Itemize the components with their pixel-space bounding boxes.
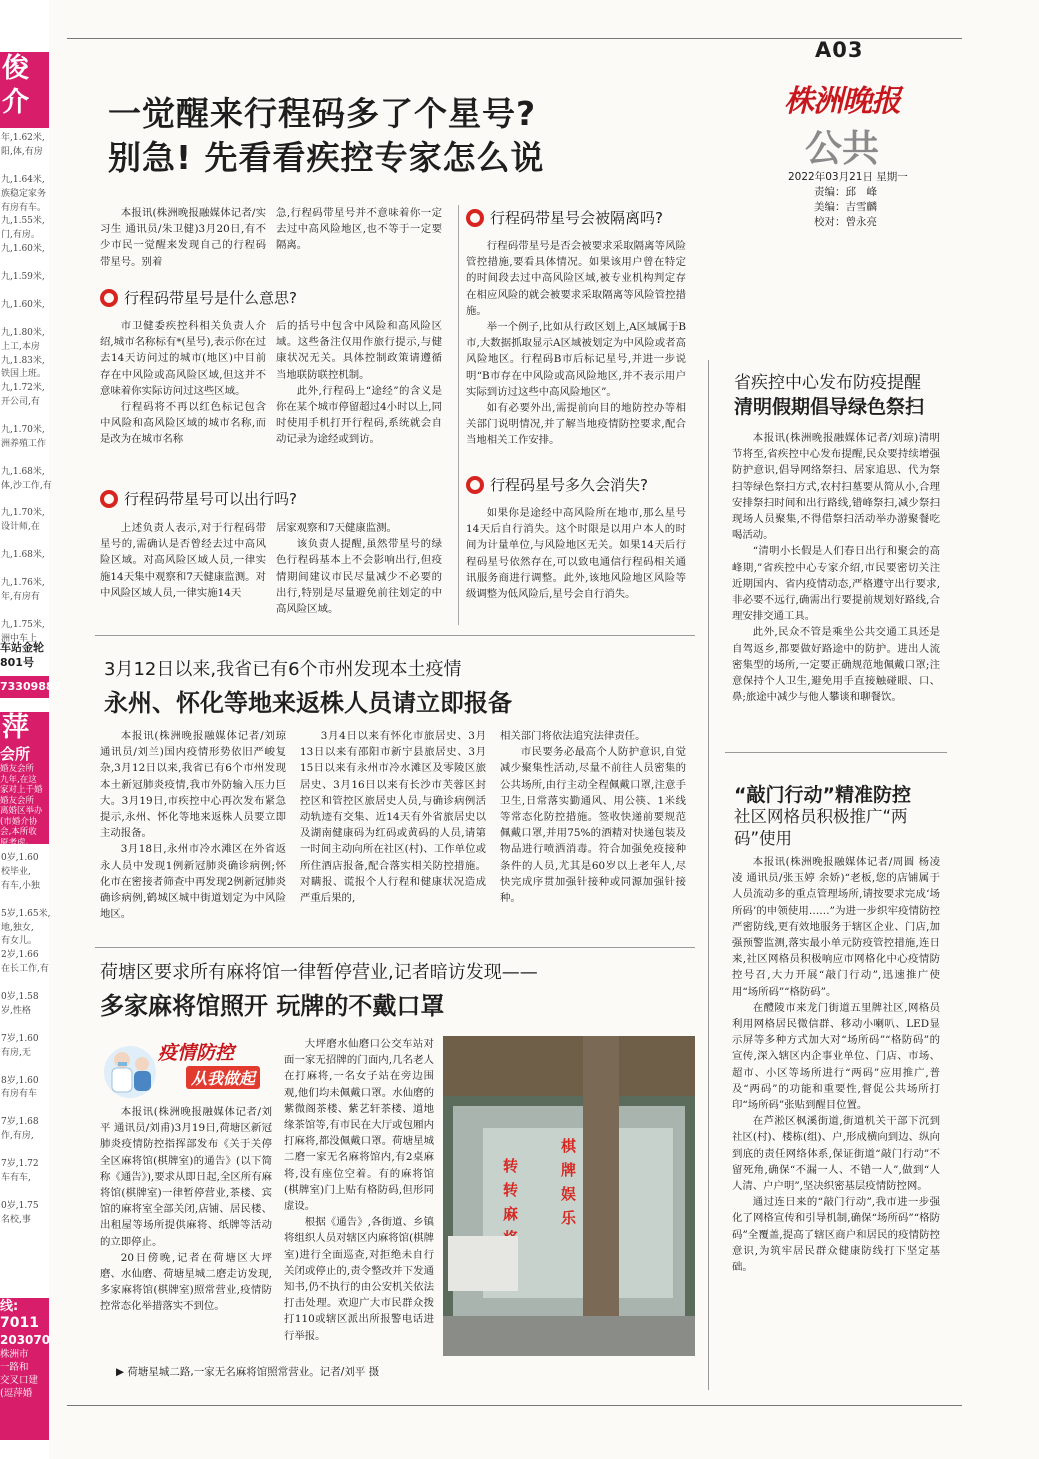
- ad2-intro-line: 原考虑。: [0, 837, 35, 848]
- ad1-phone: 73309882: [0, 676, 49, 698]
- ad1-listing-line: 阳,体,有房: [1, 146, 43, 157]
- bottom-rule: [67, 1405, 962, 1406]
- ad1-listing-line: 年,1.62米,: [1, 133, 45, 143]
- article2-headline: 永州、怀化等地来返株人员请立即报备: [104, 689, 512, 717]
- ad2-listing-line: [1, 1186, 51, 1200]
- ad2-listing-line: 2岁,1.66: [1, 950, 39, 961]
- q4-p1: 如果你是途经中高风险所在地市,那么星号14天后自行消失。这个时限是以用户本人的时间为计量单位,与风险地区无关。如果14天后行程码星号依然存在,可以致电通信行程码相关通讯服务商进行调整。此外,该地风险地区风险等级调整为低风险后,星号会自行消失。: [466, 507, 686, 601]
- article5-headline-2: 社区网格员积极推广“两码”使用: [734, 807, 908, 848]
- q3-p3: 如有必要外出,需提前向目的地防控办等相关部门说明情况,并了解当地疫情防控要求,配合当地相关工作安排。: [466, 402, 686, 447]
- ad2-listing-line: 7岁,1.72: [1, 1158, 39, 1169]
- ad1-listing-line: [1, 494, 52, 508]
- article2-col3-p1: 相关部门将依法追究法律责任。: [500, 730, 646, 742]
- ad1-listing-line: 九,1.68米,: [1, 466, 45, 477]
- ad1-listing-line: 九,1.64米,: [1, 174, 45, 185]
- ad1-listing-line: [1, 535, 52, 549]
- article2-col3-p2: 市民要务必最高个人防护意识,自觉减少聚集性活动,尽量不前往人员密集的公共场所,由行主动全程佩戴口罩,注意手卫生,日常落实勤通风、用公筷、1米线等常态化防控措施。签收快递前要规范佩戴口罩,并用75%的酒精对快递包装及物品进行喷洒消毒。符合加强免疫接种条件的人员,尤其是60岁以上老年人,尽快完成序贯加强针接种或同源加强针接种。: [500, 746, 686, 905]
- article3-col2: [284, 1036, 434, 1344]
- red-ring-icon: [466, 209, 484, 227]
- ad2-intro-line: 九年,在这: [0, 774, 37, 785]
- ad2-intro-line: 会,本所收: [0, 827, 37, 837]
- q2-col2-p1: 居家观察和7天健康监测。: [276, 522, 397, 534]
- ad1-listing-line: 九,1.60米,: [1, 244, 45, 255]
- ad2-listing-line: 0岁,1.60: [1, 853, 39, 863]
- q3-p2: 举一个例子,比如从行政区划上,A区域属于B市,大数据抓取显示A区域被划定为中风险或者高风险地区。行程码B市后标记星号,并进一步说明“B市存在中风险或高风险地区,并不表示用户实际到访过这些中高风险地区”。: [466, 321, 686, 398]
- article-divider: [725, 752, 947, 753]
- ad1-listing-line: 九,1.68米,: [1, 550, 45, 561]
- caption-arrow-icon: ▶: [116, 1366, 125, 1378]
- ad2-listing-line: 0岁,1.58: [1, 992, 39, 1003]
- column-divider: [458, 205, 459, 625]
- ad1-listing: [0, 132, 52, 647]
- lead-col1-text: 本报讯(株洲晚报融媒体记者/实习生 通讯员/朱卫健)3月20日,有不少市民一觉醒来发现自己的行程码带星号。别着: [100, 207, 266, 268]
- page-number: A03: [815, 38, 864, 62]
- ad1-listing-line: 洲中车上: [1, 633, 38, 644]
- red-ring-icon: [100, 490, 118, 508]
- ad2-listing-line: 有女儿。: [1, 936, 38, 947]
- ad2-listing-line: 有车,小独: [1, 880, 40, 891]
- ad2-listing-line: 作,有房,: [1, 1131, 34, 1142]
- issue-date: 2022年03月21日 星期一: [788, 171, 908, 183]
- ad1-listing-line: [1, 160, 52, 174]
- ad1-listing-line: [1, 285, 52, 299]
- ad1-listing-line: [1, 563, 52, 577]
- article-divider: [95, 635, 695, 636]
- ad1-listing-line: 族稳定家务: [1, 188, 47, 199]
- designer-credit: 美编：吉雪麟: [814, 201, 877, 213]
- article1-lead-col1: [100, 205, 266, 270]
- photo-caption: [116, 1364, 379, 1379]
- section-name: 公共: [805, 126, 879, 170]
- article4-headline: 清明假期倡导绿色祭扫: [734, 396, 925, 418]
- article2-col2-text: 3月4日以来有怀化市旅居史、3月13日以来有邵阳市新宁县旅居史、3月15日以来有永州市冷水滩区及零陵区旅居史、3月16日以来有长沙市芙蓉区封控区和管控区旅居史人员,与确诊病例活动轨迹有交集、近14天有外省旅居史以及湖南健康码为红码或黄码的人员,请第一时间主动向所在社区(村)、工作单位或所住酒店报备,配合落实相关防控措施。对瞒报、谎报个人行程和健康状况造成严重后果的,: [300, 730, 486, 905]
- ad1-listing-line: [1, 410, 52, 424]
- ad2-hotline-label: 线:: [0, 1299, 19, 1314]
- ad1-listing-line: 体,沙工作,有: [1, 480, 52, 491]
- article3-headline: 多家麻将馆照开 玩牌的不戴口罩: [100, 992, 445, 1020]
- photo-sign-1: 转 转 麻: [503, 1157, 519, 1223]
- ad1-listing-line: 九,1.60米,: [1, 299, 45, 310]
- article2-col1-p1: 本报讯(株洲晚报融媒体记者/刘琼 通讯员/刘兰)国内疫情形势依旧严峻复杂,3月12日以来,我省已有6个市州发现本土新冠肺炎疫情,我市外防输入压力巨大。3月19日,市疾控中心再次发布紧急提示,永州、怀化等地来返株人员要立即主动报备。: [100, 730, 286, 840]
- ad1-listing-line: 开公司,有: [1, 397, 40, 408]
- ad2-listing-line: 名校,事: [1, 1214, 31, 1225]
- caption-text: 荷塘星城二路,一家无名麻将馆照常营业。记者/刘平 摄: [127, 1366, 380, 1378]
- ad2-listing-line: 在长工作,有: [1, 964, 49, 975]
- article4-body: [732, 430, 940, 705]
- ad2-listing-line: 地,独女,: [1, 922, 34, 933]
- q3-body: [466, 238, 686, 449]
- article3-col1-p1: 本报讯(株洲晚报融媒体记者/刘平 通讯员/刘甫)3月19日,荷塘区新冠肺炎疫情防控指挥部发布《关于关停全区麻将馆(棋牌室)的通告》(以下简称《通告》),要求从即日起,全区所有麻将馆(棋牌室)一律暂停营业,茶楼、宾馆的麻将室全部关闭,店铺、居民楼、出租屋等场所提供麻将、纸牌等活动的立即停止。: [100, 1106, 272, 1248]
- ad1-listing-line: 九,1.72米,: [1, 383, 45, 394]
- ad1-listing-line: 九,1.55米,: [1, 216, 45, 227]
- ad2-listing-line: 8岁,1.60: [1, 1075, 39, 1086]
- ad2-listing-line: 有房有车: [1, 1089, 38, 1100]
- ad2-address-line: 一路和: [0, 1362, 29, 1373]
- ad2-intro-line: 家对上千婚: [0, 785, 43, 795]
- ad1-listing-line: 九,1.70米,: [1, 425, 45, 436]
- ad2-listing: [0, 852, 51, 1227]
- question-2-heading: [100, 488, 297, 509]
- q2-col1-text: 上述负责人表示,对于行程码带星号的,需确认是否曾经去过中高风险区域。对高风险区域人员,一律实施14天集中观察和7天健康监测。对中风险区域人员,一律实施14天: [100, 522, 266, 599]
- article1-lead-col2: [276, 205, 442, 254]
- ad2-intro-line: 婚友会所: [0, 795, 35, 806]
- article4-p1: 本报讯(株洲晚报融媒体记者/刘琼)清明节将至,省疾控中心发布提醒,民众要持续增强防护意识,倡导网络祭扫、居家追思、代为祭扫等绿色祭扫方式,农村扫墓要从简从小,合理安排祭扫时间和出行路线,错峰祭扫,减少祭扫现场人员聚集,不得借祭扫活动举办游聚餐吃喝活动。: [732, 432, 940, 542]
- article3-kicker: 荷塘区要求所有麻将馆一律暂停营业,记者暗访发现——: [100, 962, 538, 983]
- article5-headline-1: “敲门行动”精准防控: [734, 784, 911, 806]
- article1-headline-2: 别急! 先看看疾控专家怎么说: [108, 138, 545, 177]
- article5-body: [732, 854, 940, 1275]
- ad2-intro-line: (市婚介协: [0, 816, 38, 827]
- badge-line-1: 疫情防控: [158, 1042, 235, 1064]
- article2-col3: [500, 728, 686, 906]
- ad1-title-2: 介: [2, 87, 29, 118]
- q1-col1: [100, 318, 266, 448]
- q1-col2-p1: 后的括号中包含中风险和高风险区域。这些备注仅用作旅行提示,与健康状况无关。具体控制政策请遵循当地联防联控机制。: [276, 320, 442, 381]
- red-ring-icon: [466, 476, 484, 494]
- ad1-listing-line: 九,1.83米,: [1, 355, 45, 366]
- q1-col1-p2: 行程码将不再以红色标记包含中风险和高风险区域的城市名称,而是改为在城市名称: [100, 401, 266, 446]
- q4-body: [466, 505, 686, 602]
- ad2-listing-line: 有房,无: [1, 1047, 31, 1058]
- ad2-intro-line: 婚友会所: [0, 764, 35, 774]
- ad2-listing-line: [1, 1102, 51, 1116]
- ad2-footer: [0, 1298, 49, 1440]
- q1-col2: [276, 318, 442, 448]
- question-2-text: 行程码带星号可以出行吗?: [124, 490, 297, 508]
- ad1-listing-line: 上工,本房: [1, 341, 40, 352]
- ad1-listing-line: 年,有房有: [1, 591, 40, 602]
- q1-col2-p2: 此外,行程码上“途经”的含义是你在某个城市停留超过4小时以上,同时使用手机打开行程码,系统就会自动记录为途经或到访。: [276, 384, 442, 446]
- ad1-listing-line: 九,1.70米,: [1, 508, 45, 519]
- ad2-title-2: 会所: [0, 745, 31, 763]
- q2-col2-p2: 该负责人提醒,虽然带星号的绿色行程码基本上不会影响出行,但疫情期间建议市民尽量减少不必要的出行,特别是尽量避免前往划定的中高风险区域。: [276, 538, 442, 616]
- ad1-listing-line: 九,1.75米,: [1, 619, 45, 630]
- ad1-listing-line: 九,1.76米,: [1, 578, 45, 588]
- ad2-listing-line: 5岁,1.65米,: [1, 908, 51, 919]
- article4-p3: 此外,民众不管是乘坐公共交通工具还是自驾返乡,都要做好路途中的防护。进出人流密集型的场所,一定要正确规范地佩戴口罩;注意保持个人卫生,避免用手直接触碰眼、口、鼻;旅途中减少与他人攀谈和聊餐饮。: [732, 626, 940, 704]
- ad2-address-line: (逗萍婚: [0, 1388, 33, 1399]
- article3-col2-p2: 根据《通告》,各街道、乡镇将组织人员对辖区内麻将馆(棋牌室)进行全面巡查,对拒绝未自行关闭或停止的,责令整改并下发通知书,仍不执行的由公安机关依法打击处理。欢迎广大市民群众拨打110或辖区派出所报警电话进行举报。: [284, 1216, 434, 1342]
- q2-col1: [100, 520, 266, 601]
- paper-name-logo: 株洲晚报: [784, 84, 900, 119]
- ad1-header: [0, 52, 49, 128]
- ad2-listing-line: 校毕业,: [1, 866, 31, 877]
- masthead-info: [788, 170, 908, 230]
- lead-col2-text: 急,行程码带星号并不意味着你一定去过中高风险地区,也不等于一定要隔离。: [276, 207, 442, 252]
- photo-sign-2: 棋 牌 娱 乐: [561, 1137, 577, 1227]
- article3-col1: [100, 1104, 272, 1315]
- ad1-listing-line: 设计师,在: [1, 522, 40, 533]
- ad2-listing-line: [1, 1019, 51, 1033]
- mahjong-parlor-photo: [443, 1036, 695, 1356]
- question-3-heading: [466, 207, 663, 228]
- ad2-phone-2: 203070: [0, 1333, 51, 1347]
- ad1-listing-line: [1, 313, 52, 327]
- ad2-listing-line: [1, 977, 51, 991]
- article4-kicker: 省疾控中心发布防疫提醒: [734, 373, 921, 393]
- article5-p1: 本报讯(株洲晚报融媒体记者/周圆 杨凌凌 通讯员/张玉婷 余娇)“老板,您的店铺属于人员流动多的重点管理场所,请按要求完成‘场所码’的申领使用……”为进一步织牢疫情防控严密防线,更有效地服务于辖区企业、门店,加强预警监测,落实最小单元防疫管控措施,连日来,社区网格员积极响应市网格化中心疫情防控号召,大力开展“敲门行动”,迅速推广使用“场所码”“格防码”。: [732, 856, 940, 998]
- q3-p1: 行程码带星号是否会被要求采取隔离等风险管控措施,要看具体情况。如果该用户曾在特定的时间段去过中高风险区域,被专业机构判定存在相应风险的就会被要求采取隔离等风险管控措施。: [466, 240, 686, 317]
- ad2-intro-line: 离婚区举办: [0, 806, 43, 816]
- ad1-listing-line: 九,1.80米,: [1, 327, 45, 338]
- ad1-listing-line: [1, 605, 52, 619]
- ad2-listing-line: 7岁,1.68: [1, 1117, 39, 1128]
- article-divider: [95, 947, 695, 948]
- article5-p4: 通过连日来的“敲门行动”,我市进一步强化了网格宣传和引导机制,确保“场所码”“格防码”全覆盖,提高了辖区商户和居民的疫情防控意识,为筑牢居民群众健康防线打下坚定基础。: [732, 1196, 940, 1274]
- article1-headline-1: 一觉醒来行程码多了个星号?: [108, 94, 537, 133]
- ad1-listing-line: 有房有车。: [1, 202, 47, 213]
- q2-col2: [276, 520, 442, 617]
- article2-col2: [300, 728, 486, 906]
- badge-line-2: 从我做起: [186, 1066, 260, 1089]
- ad2-address-line: 交叉口建: [0, 1375, 39, 1386]
- article2-col1: [100, 728, 286, 922]
- ad2-phone-1: 7011: [0, 1315, 39, 1331]
- ad1-footer: [0, 640, 44, 670]
- article2-kicker: 3月12日以来,我省已有6个市州发现本土疫情: [104, 659, 462, 680]
- article3-col2-p1: 大坪磨水仙磨口公交车站对面一家无招牌的门面内,几名老人在打麻将,一名女子站在旁边围观,他们均未佩戴口罩。水仙磨的紫微阁茶楼、紫艺轩茶楼、道地缘茶馆等,有市民在大厅或包厢内打麻将,都没佩戴口罩。荷塘星城二磨一家无名麻将馆内,有2桌麻将,没有座位空着。有的麻将馆(棋牌室)门上贴有格防码,但形同虚设。: [284, 1038, 434, 1213]
- right-column-divider: [708, 360, 709, 1390]
- red-ring-icon: [100, 289, 118, 307]
- article1-headline: [108, 92, 545, 180]
- article2-col1-p2: 3月18日,永州市冷水滩区在外省返永人员中发现1例新冠肺炎确诊病例;怀化市在密接者筛查中再发现2例新冠肺炎确诊病例,鹤城区城中街道划定为中风险地区。: [100, 843, 286, 921]
- ad1-title-1: 俊: [2, 53, 29, 84]
- ad1-listing-line: 铁国上班。: [1, 369, 47, 380]
- ad2-listing-line: 0岁,1.75: [1, 1200, 39, 1211]
- question-1-heading: [100, 287, 297, 308]
- ad1-listing-line: 门,有房。: [1, 230, 40, 241]
- ad2-listing-line: 岁,性格: [1, 1005, 31, 1016]
- ad1-footer-1: 车站金轮: [0, 641, 44, 654]
- ad2-header: [0, 712, 49, 848]
- epidemic-prevention-badge: [100, 1036, 272, 1098]
- ad2-listing-line: [1, 1061, 51, 1075]
- left-ad-strip: [0, 0, 62, 1459]
- editor-credit: 责编：邱 峰: [814, 186, 877, 198]
- q1-col1-p1: 市卫健委疾控科相关负责人介绍,城市名称标有*(星号),表示你在过去14天访问过的城市(地区)中目前存在中风险或高风险区域,但这并不意味着你实际访问过这些区域。: [100, 320, 266, 397]
- ad1-footer-2: 801号: [0, 656, 34, 669]
- question-1-text: 行程码带星号是什么意思?: [124, 289, 297, 307]
- ad1-listing-line: [1, 257, 52, 271]
- ad2-address: [0, 1348, 49, 1400]
- article4-p2: “清明小长假是人们春日出行和聚会的高峰期,”省疾控中心专家介绍,市民要密切关注近期国内、省内疫情动态,严格遵守出行要求,非必要不远行,确需出行要提前规划好路线,合理安排交通工具。: [732, 545, 940, 623]
- question-3-text: 行程码带星号会被隔离吗?: [490, 209, 663, 227]
- ad1-listing-line: 洲养殖工作: [1, 438, 47, 449]
- ad2-listing-line: [1, 894, 51, 908]
- ad2-listing-line: 车有车,: [1, 1172, 31, 1183]
- ad1-listing-line: [1, 452, 52, 466]
- proofreader-credit: 校对：曾永亮: [814, 216, 877, 228]
- question-4-text: 行程码星号多久会消失?: [490, 476, 648, 494]
- article5-p2: 在醴陵市来龙门街道五里牌社区,网格员利用网格居民微信群、移动小喇叭、LED显示屏等多种方式加大对“场所码”“格防码”的宣传,深入辖区内企事业单位、门店、市场、超市、小区等场所进行“两码”应用推广,普及“两码”的功能和重要性,督促公共场所打印“场所码”张贴到醒目位置。: [732, 1001, 940, 1112]
- question-4-heading: [466, 474, 648, 495]
- article3-col1-p2: 20日傍晚,记者在荷塘区大坪磨、水仙磨、荷塘星城二磨走访发现,多家麻将馆(棋牌室)照常营业,疫情防控常态化举措落实不到位。: [100, 1251, 272, 1313]
- article5-p3: 在芦淞区枫溪街道,街道机关干部下沉到社区(村)、楼栋(组)、户,形成横向到边、纵向到底的责任网络体系,保证街道“敲门行动”不留死角,确保“不漏一人、不错一人”,做到“人人清、户户明”,坚决织密基层疫情防控网。: [732, 1115, 940, 1193]
- ad2-intro: [0, 764, 49, 848]
- ad2-address-line: 株洲市: [0, 1349, 29, 1360]
- ad2-listing-line: 7岁,1.60: [1, 1033, 39, 1044]
- doctor-illustration-icon: [100, 1036, 160, 1098]
- ad2-title-1: 萍: [2, 712, 29, 743]
- ad1-listing-line: 九,1.59米,: [1, 272, 45, 283]
- ad2-listing-line: [1, 1144, 51, 1158]
